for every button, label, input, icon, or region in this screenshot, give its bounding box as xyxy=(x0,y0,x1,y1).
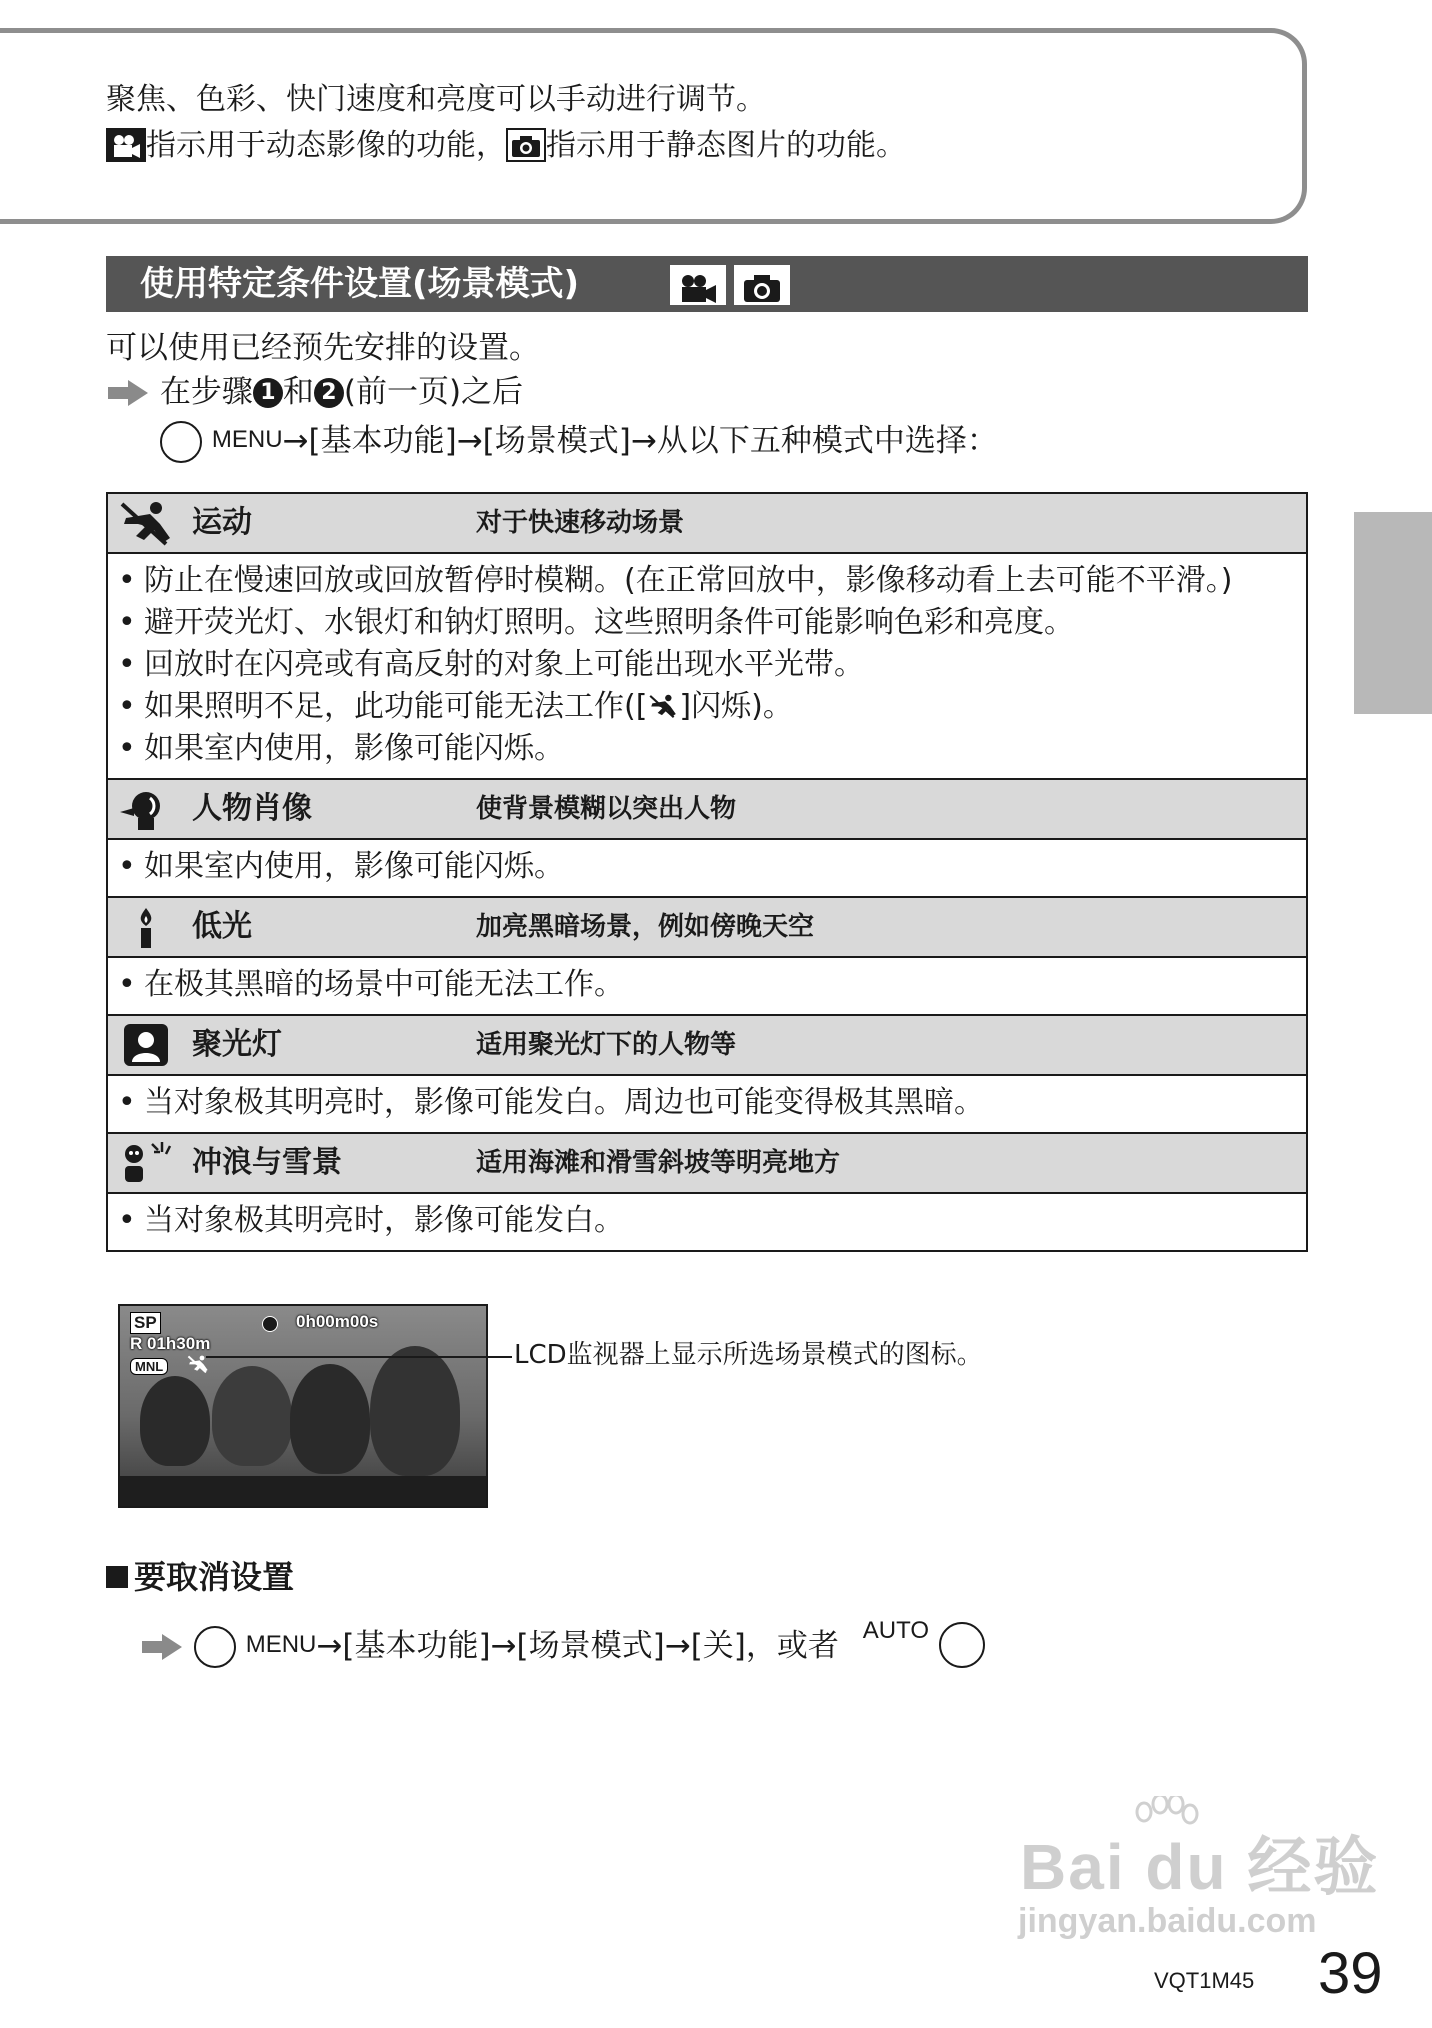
mode-header-portrait xyxy=(108,780,1306,840)
lcd-caption: LCD监视器上显示所选场景模式的图标。 xyxy=(514,1340,983,1370)
mode-header-sports xyxy=(108,494,1306,554)
arrow-icon xyxy=(140,1634,184,1660)
record-dot-icon xyxy=(262,1316,278,1332)
photo-mode-icon xyxy=(506,128,546,162)
mode-notes-spotlight xyxy=(108,1076,1306,1134)
note-item: • 当对象极其明亮时，影像可能发白。 xyxy=(118,1200,1296,1242)
note-text: 如果照明不足，此功能可能无法工作([ xyxy=(144,689,648,724)
step-number-1: 1 xyxy=(253,378,283,408)
note-item: • 如果室内使用，影像可能闪烁。 xyxy=(118,728,1296,770)
movie-mode-icon xyxy=(106,128,146,162)
mode-desc-surf-snow: 适用海滩和滑雪斜坡等明亮地方 xyxy=(476,1148,841,1178)
cancel-title xyxy=(106,1552,294,1598)
low-light-icon xyxy=(116,904,176,950)
mode-notes-portrait xyxy=(108,840,1306,898)
portrait-icon xyxy=(116,786,176,832)
intro-line-1: 聚焦、色彩、快门速度和亮度可以手动进行调节。 xyxy=(106,82,766,117)
runner-figure xyxy=(370,1346,460,1476)
mode-name-surf-snow: 冲浪与雪景 xyxy=(192,1145,342,1180)
watermark-big: Bai du 经验 xyxy=(1020,1831,1380,1903)
watermark-small: jingyan.baidu.com xyxy=(1018,1902,1317,1940)
note-item: • 如果室内使用，影像可能闪烁。 xyxy=(118,846,1296,888)
note-item: • 避开荧光灯、水银灯和钠灯照明。这些照明条件可能影响色彩和亮度。 xyxy=(118,602,1296,644)
section-header xyxy=(106,256,1308,312)
track-ground xyxy=(120,1476,488,1508)
photo-mode-icon-header xyxy=(734,265,790,305)
mode-header-spotlight xyxy=(108,1016,1306,1076)
cancel-menu-word: MENU xyxy=(245,1631,317,1658)
step-mid: 和 xyxy=(282,374,314,410)
note-item: • 回放时在闪亮或有高反射的对象上可能出现水平光带。 xyxy=(118,644,1296,686)
intro-photo-text: 指示用于静态图片的功能。 xyxy=(546,128,906,163)
mode-desc-sports: 对于快速移动场景 xyxy=(476,508,685,538)
note-item: • 当对象极其明亮时，影像可能发白。周边也可能变得极其黑暗。 xyxy=(118,1082,1296,1124)
mode-desc-spotlight: 适用聚光灯下的人物等 xyxy=(476,1030,737,1060)
mode-desc-low-light: 加亮黑暗场景，例如傍晚天空 xyxy=(476,912,815,942)
menu-button-icon xyxy=(194,1626,236,1668)
watermark xyxy=(1012,1796,1380,1946)
arrow-icon xyxy=(106,380,150,406)
section-lead: 可以使用已经预先安排的设置。 xyxy=(106,330,540,366)
step-number-2: 2 xyxy=(314,378,344,408)
lcd-remaining: R 01h30m xyxy=(130,1334,211,1353)
mode-header-low-light xyxy=(108,898,1306,958)
lcd-callout-line xyxy=(206,1356,512,1358)
square-bullet-icon xyxy=(106,1566,128,1588)
mode-desc-portrait: 使背景模糊以突出人物 xyxy=(476,794,737,824)
runner-figure xyxy=(140,1376,210,1466)
note-item: • 防止在慢速回放或回放暂停时模糊。(在正常回放中，影像移动看上去可能不平滑。) xyxy=(118,560,1296,602)
cancel-step-line xyxy=(140,1606,985,1671)
menu-path: →[基本功能]→[场景模式]→从以下五种模式中选择： xyxy=(282,423,998,459)
auto-button-icon xyxy=(939,1622,985,1668)
step-post: (前一页)之后 xyxy=(343,374,524,410)
page-number: 39 xyxy=(1318,1941,1383,2006)
mode-header-surf-snow xyxy=(108,1134,1306,1194)
runner-figure xyxy=(212,1366,292,1466)
surf-snow-icon xyxy=(116,1140,176,1186)
note-item xyxy=(118,686,1296,728)
intro-movie-text: 指示用于动态影像的功能， xyxy=(146,128,506,163)
step-pre: 在步骤 xyxy=(159,374,253,410)
lcd-time: 0h00m00s xyxy=(296,1312,379,1331)
menu-path-line xyxy=(160,418,998,463)
auto-word: AUTO xyxy=(862,1617,929,1644)
mode-name-sports: 运动 xyxy=(192,505,252,540)
mode-notes-surf-snow xyxy=(108,1194,1306,1250)
scene-mode-table xyxy=(106,492,1308,1252)
intro-line-2 xyxy=(106,124,906,168)
side-tab xyxy=(1354,512,1432,714)
mode-notes-low-light xyxy=(108,958,1306,1016)
lcd-preview-image xyxy=(118,1304,488,1508)
mode-name-spotlight: 聚光灯 xyxy=(192,1027,282,1062)
section-title: 使用特定条件设置(场景模式) xyxy=(140,264,580,304)
runner-figure xyxy=(290,1364,370,1474)
menu-button-icon xyxy=(160,421,202,463)
menu-word: MENU xyxy=(211,426,283,453)
lcd-mnl-badge: MNL xyxy=(130,1358,168,1375)
lcd-sp-badge: SP xyxy=(130,1312,161,1334)
sports-icon-inline xyxy=(647,692,679,720)
note-text-tail: ]闪烁)。 xyxy=(679,689,793,724)
sports-icon xyxy=(116,500,176,546)
note-item: • 在极其黑暗的场景中可能无法工作。 xyxy=(118,964,1296,1006)
page-code: VQT1M45 xyxy=(1154,1968,1255,1993)
cancel-title-text: 要取消设置 xyxy=(134,1558,295,1596)
mode-notes-sports xyxy=(108,554,1306,780)
mode-name-portrait: 人物肖像 xyxy=(192,791,312,826)
step-line xyxy=(106,370,523,414)
spotlight-icon xyxy=(116,1022,176,1068)
movie-mode-icon-header xyxy=(670,265,726,305)
cancel-path: →[基本功能]→[场景模式]→[关]，或者 xyxy=(316,1628,839,1664)
mode-name-low-light: 低光 xyxy=(192,909,252,944)
